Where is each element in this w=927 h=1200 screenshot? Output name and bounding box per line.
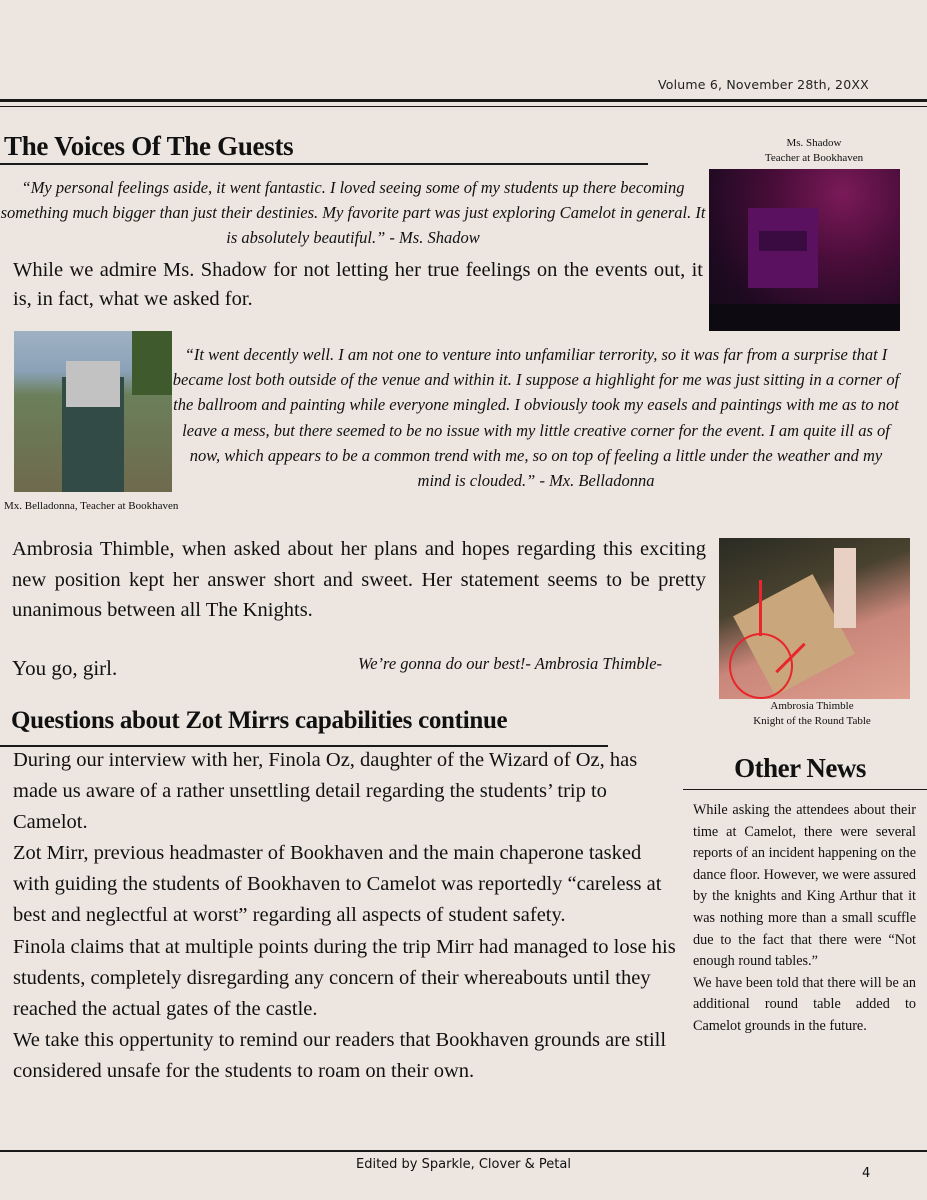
article-paragraph: We take this oppertunity to remind our readers that Bookhaven grounds are still considered unsafe for the students to roam on their own. bbox=[13, 1028, 667, 1082]
belladonna-quote: “It went decently well. I am not one to venture into unfamiliar terrority, so it was far from a surprise that I became lost both outside of the venue and within it. I suppose a highlight for me was just sitting in a corner of the ballroom and painting while everyone mingled. I obviously took my easels and paintings with me as to not leave a mess, but there seemed to be no issue with my little creative corner for the event. I am quite ill as of now, which appears to be a common trend with me, so on top of feeling a little under the weather and my mind is clouded.” - Mx. Belladonna bbox=[172, 345, 900, 491]
ambrosia-quote: We’re gonna do our best!- Ambrosia Thimble- bbox=[358, 654, 663, 673]
ambrosia-paragraph: Ambrosia Thimble, when asked about her plans and hopes regarding this exciting new position kept her answer short and sweet. Her statement seems to be pretty unanimous between all The Knights. bbox=[12, 538, 706, 621]
bella-tree bbox=[132, 331, 172, 395]
shadow-quote: “My personal feelings aside, it went fantastic. I loved seeing some of my students up there becoming something much bigger than just their destinies. My favorite part was just exploring Camelot in general. It is absolutely beautiful.” - Ms. Shadow bbox=[0, 178, 706, 247]
volume-date: Volume 6, November 28th, 20XX bbox=[658, 77, 869, 92]
other-news-body bbox=[693, 800, 916, 1038]
ambrosia-caption-name: Ambrosia Thimble bbox=[770, 700, 854, 712]
shadow-caption bbox=[730, 136, 898, 166]
ambrosia-caption-role: Knight of the Round Table bbox=[753, 715, 871, 727]
page-number: 4 bbox=[862, 1166, 871, 1181]
footer-rule bbox=[0, 1150, 927, 1152]
shadow-comment: While we admire Ms. Shadow for not letting her true feelings on the events out, it is, in fact, what we asked for. bbox=[13, 259, 703, 310]
ms-shadow-photo bbox=[709, 169, 900, 331]
mx-belladonna-photo bbox=[14, 331, 172, 492]
section-heading-other-news: Other News bbox=[734, 753, 866, 783]
article-paragraph: During our interview with her, Finola Oz, daughter of the Wizard of Oz, has made us aware of a rather unsettling detail regarding the students’ trip to Camelot. bbox=[13, 749, 638, 834]
section-heading-zot: Questions about Zot Mirrs capabilities continue bbox=[11, 707, 508, 734]
red-circle-annotation bbox=[729, 633, 793, 699]
ambrosia-photo bbox=[719, 538, 910, 699]
other-news-underline bbox=[683, 789, 927, 790]
zot-article-body bbox=[13, 745, 677, 1087]
amb-pillar bbox=[834, 548, 856, 628]
other-news-paragraph: While asking the attendees about their time at Camelot, there were several reports of an incident happening on the dance floor. However, we were assured by the knights and King Arthur that it was nothing more than a small scuffle due to the fact that there were “Not enough round tables.” bbox=[693, 802, 916, 970]
ambrosia-caption bbox=[728, 699, 896, 729]
header-rule-thick bbox=[0, 99, 927, 102]
bella-head bbox=[66, 361, 120, 407]
other-news-paragraph: We have been told that there will be an additional round table added to Camelot grounds in the future. bbox=[693, 974, 916, 1034]
shadow-caption-name: Ms. Shadow bbox=[786, 137, 842, 149]
belladonna-caption: Mx. Belladonna, Teacher at Bookhaven bbox=[4, 500, 179, 512]
shadow-face bbox=[759, 231, 807, 251]
go-girl-line: You go, girl. bbox=[12, 656, 118, 680]
shadow-caption-role: Teacher at Bookhaven bbox=[764, 152, 864, 164]
voices-heading-underline bbox=[0, 163, 648, 165]
section-heading-voices: The Voices Of The Guests bbox=[4, 131, 294, 161]
shadow-ground bbox=[709, 304, 900, 331]
article-paragraph: Finola claims that at multiple points during the trip Mirr had managed to lose his students, completely disregarding any concern of their whereabouts until they reached the actual gates of the castle. bbox=[13, 935, 676, 1020]
article-paragraph: Zot Mirr, previous headmaster of Bookhaven and the main chaperone tasked with guiding the students of Bookhaven to Camelot was reportedly “careless at best and neglectful at worst” regarding all aspects of student safety. bbox=[13, 842, 662, 927]
red-arrow-icon bbox=[759, 580, 762, 636]
header-rule-thin bbox=[0, 106, 927, 107]
editors-credit: Edited by Sparkle, Clover & Petal bbox=[356, 1157, 571, 1172]
